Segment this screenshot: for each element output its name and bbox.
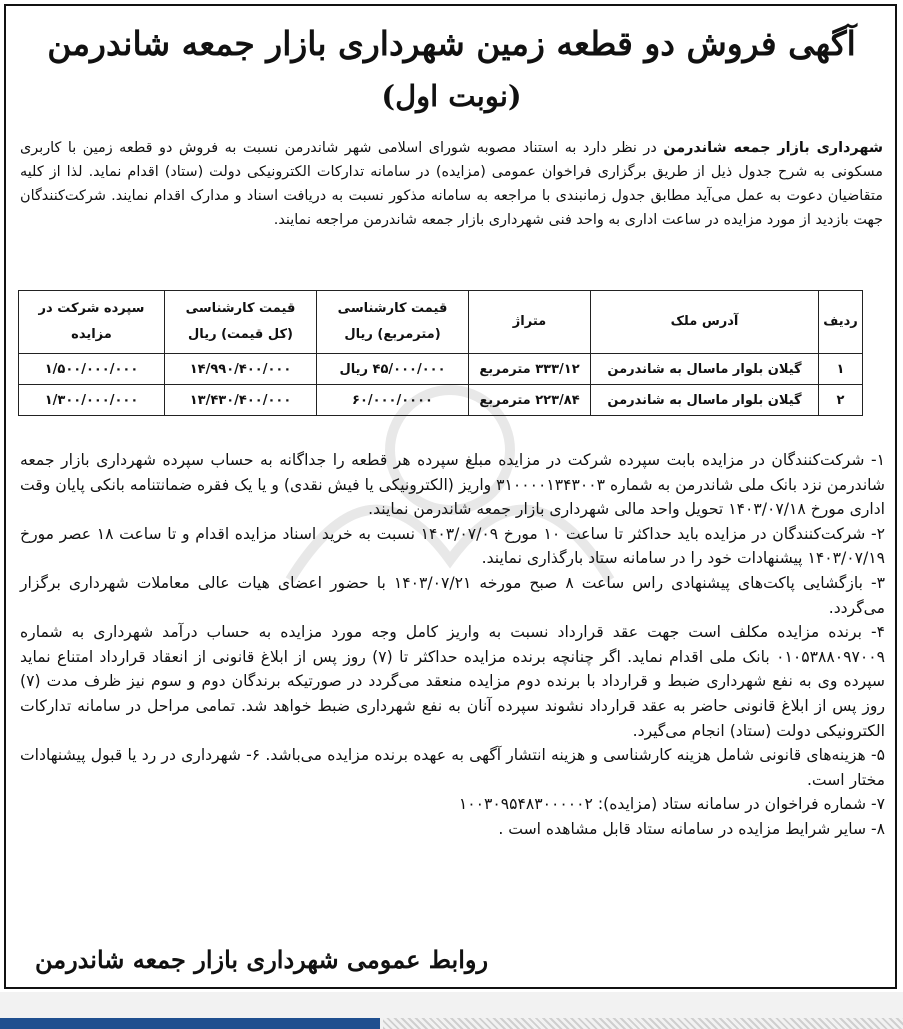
cell-price-sqm: ۶۰/۰۰۰/۰۰۰۰ <box>317 385 469 416</box>
ad-title: آگهی فروش دو قطعه زمین شهرداری بازار جمعه شاندرمن <box>47 24 856 63</box>
header-price-sqm: قیمت کارشناسی (مترمربع) ریال <box>317 291 469 354</box>
cell-deposit: ۱/۵۰۰/۰۰۰/۰۰۰ <box>19 354 165 385</box>
condition-item: ۳- بازگشایی پاکت‌های پیشنهادی راس ساعت ۸ صبح مورخه ۱۴۰۳/۰۷/۲۱ با حضور اعضای هیات عالی معاملات شهرداری برگزار می‌گردد. <box>20 573 885 617</box>
ad-subtitle: (نوبت اول) <box>381 79 522 113</box>
condition-item: ۷- شماره فراخوان در سامانه ستاد (مزایده): ۱۰۰۳۰۹۵۴۸۳۰۰۰۰۰۲ <box>458 795 885 814</box>
header-deposit: سپرده شرکت در مزایده <box>19 291 165 354</box>
condition-item: ۲- شرکت‌کنندگان در مزایده باید حداکثر تا ساعت ۱۰ مورخ ۱۴۰۳/۰۷/۰۹ نسبت به خرید اسناد مزایده اقدام و تا ساعت ۱۸ عصر مورخ ۱۴۰۳/۰۷/۱۹ پیشنهادات خود را در سامانه ستاد بارگذاری نمایند. <box>20 524 885 568</box>
conditions-list <box>20 448 885 842</box>
condition-item: ۵- هزینه‌های قانونی شامل هزینه کارشناسی و هزینه انتشار آگهی به عهده برنده مزایده می‌باشد. ۶- شهرداری در رد یا قبول پیشنهادات مختار است. <box>20 746 885 789</box>
intro-paragraph <box>20 136 883 232</box>
condition-item: ۴- برنده مزایده مکلف است جهت عقد قرارداد نسبت به واریز کامل وجه مورد مزایده به حساب درآمد شهرداری به شماره ۰۱۰۵۳۸۸۰۹۷۰۰۹ بانک ملی اقدام نماید. اگر چنانچه برنده مزایده حداکثر تا (۷) روز پس از ابلاغ قانونی از انعقاد قرارداد امتناع نماید سپرده وی به نفع شهرداری ضبط و قرارداد با برنده دوم مزایده منعقد می‌گردد در صورتیکه برندگان دوم و سوم نیز ظرف مدت (۷) روز پس از ابلاغ قانونی حاضر به عقد قرارداد نشوند سپرده آنان به نفع شهرداری ضبط خواهد شد. تمامی مراحل در سامانه تدارکات الکترونیکی دولت (ستاد) انجام می‌گیرد. <box>20 623 885 740</box>
condition-item: ۸- سایر شرایط مزایده در سامانه ستاد قابل مشاهده است . <box>498 819 885 838</box>
cell-price-total: ۱۳/۴۳۰/۴۰۰/۰۰۰ <box>165 385 317 416</box>
header-price-total: قیمت کارشناسی (کل قیمت) ریال <box>165 291 317 354</box>
cell-address: گیلان بلوار ماسال به شاندرمن <box>591 385 819 416</box>
intro-lead: شهرداری بازار جمعه شاندرمن <box>663 140 883 156</box>
cell-row-number: ۲ <box>819 385 863 416</box>
header-row-number: ردیف <box>819 291 863 354</box>
intro-text: در نظر دارد به استناد مصوبه شورای اسلامی شهر شاندرمن نسبت به فروش دو قطعه زمین با کاربری مسکونی به شرح جدول ذیل از طریق برگزاری فراخوان عمومی (مزایده) در سامانه تدارکات الکترونیکی دولت (ستاد) اقدام نماید. لذا از کلیه متقاضیان دعوت به عمل می‌آید مطابق جدول زمانبندی با مراجعه به سامانه مذکور نسبت به دریافت اسناد و مدارک اقدام نمایند. شرکت‌کنندگان جهت بازدید از مورد مزایده در ساعت اداری به واحد فنی شهرداری بازار جمعه شاندرمن مراجعه نمایند. <box>20 140 883 228</box>
cell-row-number: ۱ <box>819 354 863 385</box>
cell-address: گیلان بلوار ماسال به شاندرمن <box>591 354 819 385</box>
land-table <box>18 290 863 416</box>
bottom-bar <box>0 1018 380 1029</box>
table-header-row <box>19 291 863 354</box>
public-relations-signature: روابط عمومی شهرداری بازار جمعه شاندرمن <box>34 945 489 974</box>
cell-price-sqm: ۴۵/۰۰۰/۰۰۰ ریال <box>317 354 469 385</box>
cell-price-total: ۱۴/۹۹۰/۴۰۰/۰۰۰ <box>165 354 317 385</box>
bottom-hatch <box>383 1018 903 1029</box>
table-row <box>19 385 863 416</box>
header-area: متراژ <box>469 291 591 354</box>
header-address: آدرس ملک <box>591 291 819 354</box>
page-bottom-strip <box>0 992 903 1029</box>
condition-item: ۱- شرکت‌کنندگان در مزایده بابت سپرده شرکت در مزایده مبلغ سپرده هر قطعه را جداگانه به حساب سپرده شهرداری بازار جمعه شاندرمن نزد بانک ملی شاندرمن به شماره ۳۱۰۰۰۰۱۳۴۳۰۰۳ واریز (الکترونیکی یا فیش نقدی) و یا یک فقره ضمانتنامه بانکی پایان وقت اداری مورخ ۱۴۰۳/۰۷/۱۸ تحویل واحد مالی شهرداری بازار جمعه شاندرمن نمایند. <box>20 451 885 519</box>
cell-area: ۳۳۳/۱۲ مترمربع <box>469 354 591 385</box>
cell-area: ۲۲۳/۸۴ مترمربع <box>469 385 591 416</box>
cell-deposit: ۱/۳۰۰/۰۰۰/۰۰۰ <box>19 385 165 416</box>
table-row <box>19 354 863 385</box>
